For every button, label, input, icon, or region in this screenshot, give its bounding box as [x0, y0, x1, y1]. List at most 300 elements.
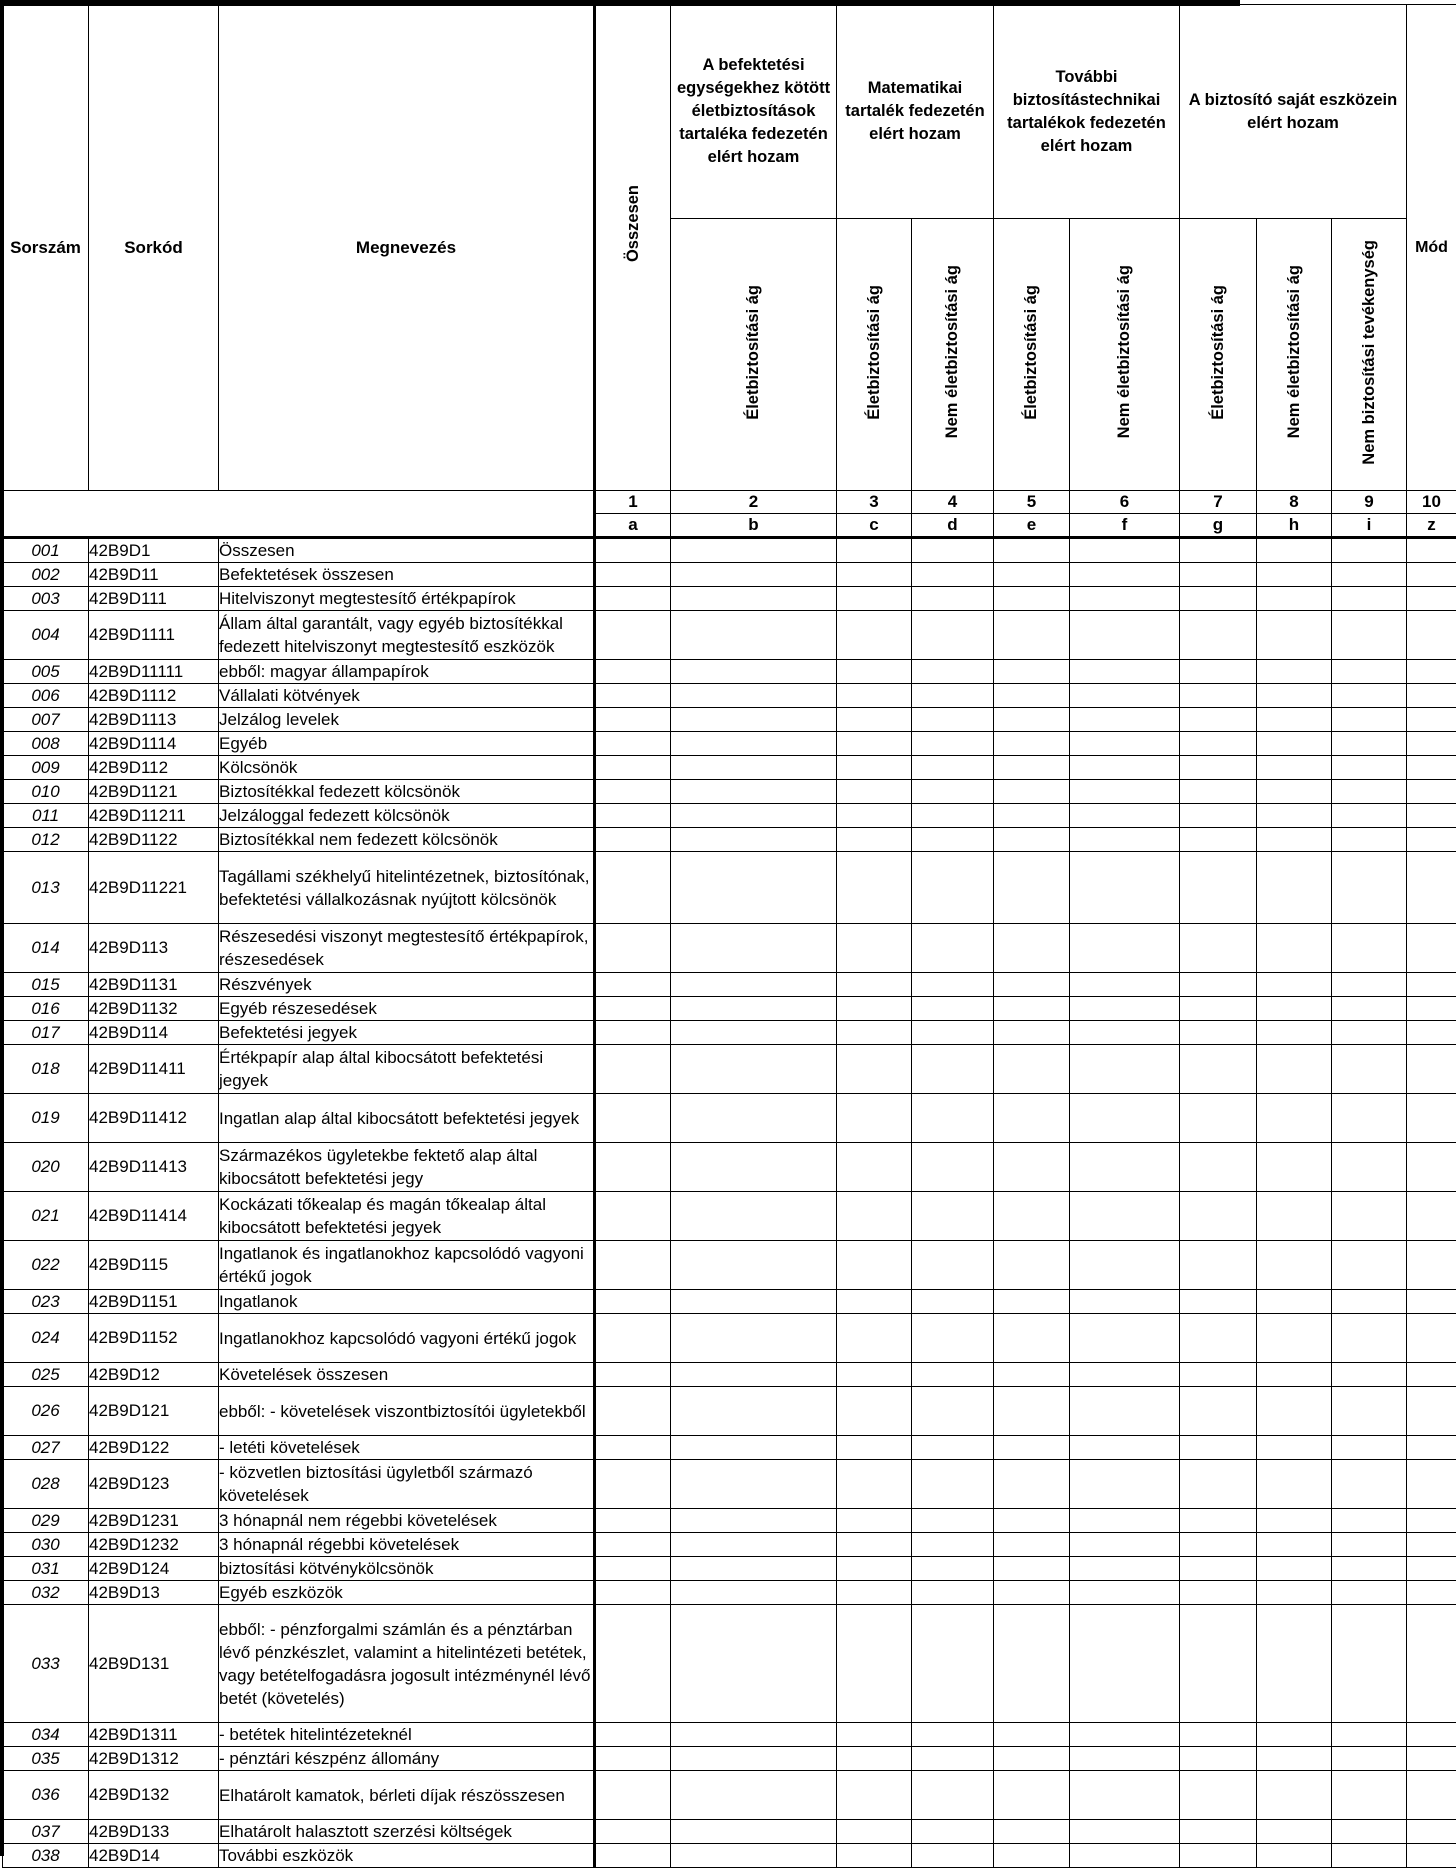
value-cell[interactable] [1180, 1723, 1257, 1747]
value-cell[interactable] [1257, 587, 1332, 611]
value-cell[interactable] [595, 756, 671, 780]
value-cell[interactable] [1407, 1045, 1456, 1094]
value-cell[interactable] [837, 1771, 912, 1820]
value-cell[interactable] [912, 756, 994, 780]
value-cell[interactable] [671, 708, 837, 732]
value-cell[interactable] [1070, 587, 1180, 611]
value-cell[interactable] [837, 973, 912, 997]
value-cell[interactable] [1070, 1820, 1180, 1844]
value-cell[interactable] [1070, 1290, 1180, 1314]
value-cell[interactable] [912, 1533, 994, 1557]
value-cell[interactable] [1180, 660, 1257, 684]
value-cell[interactable] [1070, 1094, 1180, 1143]
value-cell[interactable] [1180, 1747, 1257, 1771]
value-cell[interactable] [1332, 1363, 1407, 1387]
value-cell[interactable] [671, 1605, 837, 1723]
value-cell[interactable] [671, 997, 837, 1021]
value-cell[interactable] [671, 1509, 837, 1533]
value-cell[interactable] [1180, 587, 1257, 611]
value-cell[interactable] [912, 1094, 994, 1143]
value-cell[interactable] [912, 611, 994, 660]
value-cell[interactable] [595, 1581, 671, 1605]
value-cell[interactable] [1407, 611, 1456, 660]
value-cell[interactable] [1407, 924, 1456, 973]
value-cell[interactable] [994, 804, 1070, 828]
value-cell[interactable] [912, 1723, 994, 1747]
value-cell[interactable] [1070, 611, 1180, 660]
value-cell[interactable] [1407, 1533, 1456, 1557]
value-cell[interactable] [837, 756, 912, 780]
value-cell[interactable] [1332, 1820, 1407, 1844]
value-cell[interactable] [1332, 660, 1407, 684]
value-cell[interactable] [1332, 1241, 1407, 1290]
value-cell[interactable] [1257, 1387, 1332, 1436]
value-cell[interactable] [595, 1460, 671, 1509]
value-cell[interactable] [1407, 1509, 1456, 1533]
value-cell[interactable] [671, 1363, 837, 1387]
value-cell[interactable] [912, 1045, 994, 1094]
value-cell[interactable] [1257, 924, 1332, 973]
value-cell[interactable] [1070, 1460, 1180, 1509]
value-cell[interactable] [1407, 1021, 1456, 1045]
value-cell[interactable] [1070, 997, 1180, 1021]
value-cell[interactable] [671, 973, 837, 997]
value-cell[interactable] [1257, 1771, 1332, 1820]
value-cell[interactable] [1070, 1143, 1180, 1192]
value-cell[interactable] [1257, 708, 1332, 732]
value-cell[interactable] [1180, 756, 1257, 780]
value-cell[interactable] [1180, 1557, 1257, 1581]
value-cell[interactable] [595, 1314, 671, 1363]
value-cell[interactable] [994, 828, 1070, 852]
value-cell[interactable] [1257, 997, 1332, 1021]
value-cell[interactable] [1070, 1045, 1180, 1094]
value-cell[interactable] [1257, 852, 1332, 924]
value-cell[interactable] [1332, 997, 1407, 1021]
value-cell[interactable] [595, 611, 671, 660]
value-cell[interactable] [994, 660, 1070, 684]
value-cell[interactable] [1332, 852, 1407, 924]
value-cell[interactable] [595, 1557, 671, 1581]
value-cell[interactable] [1180, 684, 1257, 708]
value-cell[interactable] [837, 732, 912, 756]
value-cell[interactable] [994, 780, 1070, 804]
value-cell[interactable] [671, 660, 837, 684]
value-cell[interactable] [837, 1021, 912, 1045]
value-cell[interactable] [1180, 611, 1257, 660]
value-cell[interactable] [1257, 1363, 1332, 1387]
value-cell[interactable] [837, 611, 912, 660]
value-cell[interactable] [994, 997, 1070, 1021]
value-cell[interactable] [912, 732, 994, 756]
value-cell[interactable] [595, 1747, 671, 1771]
value-cell[interactable] [1180, 1581, 1257, 1605]
value-cell[interactable] [671, 732, 837, 756]
value-cell[interactable] [671, 924, 837, 973]
value-cell[interactable] [1257, 1581, 1332, 1605]
value-cell[interactable] [595, 973, 671, 997]
value-cell[interactable] [912, 1460, 994, 1509]
value-cell[interactable] [1332, 1533, 1407, 1557]
value-cell[interactable] [595, 1771, 671, 1820]
value-cell[interactable] [994, 1747, 1070, 1771]
value-cell[interactable] [837, 1533, 912, 1557]
value-cell[interactable] [1070, 828, 1180, 852]
value-cell[interactable] [912, 1314, 994, 1363]
value-cell[interactable] [1070, 780, 1180, 804]
value-cell[interactable] [1257, 1460, 1332, 1509]
value-cell[interactable] [1070, 1771, 1180, 1820]
value-cell[interactable] [595, 804, 671, 828]
value-cell[interactable] [1332, 1290, 1407, 1314]
value-cell[interactable] [671, 1533, 837, 1557]
value-cell[interactable] [1407, 1314, 1456, 1363]
value-cell[interactable] [1407, 1723, 1456, 1747]
value-cell[interactable] [1180, 828, 1257, 852]
value-cell[interactable] [1257, 1143, 1332, 1192]
value-cell[interactable] [912, 973, 994, 997]
value-cell[interactable] [1070, 1363, 1180, 1387]
value-cell[interactable] [1407, 1094, 1456, 1143]
value-cell[interactable] [1257, 973, 1332, 997]
value-cell[interactable] [1407, 756, 1456, 780]
value-cell[interactable] [837, 1094, 912, 1143]
value-cell[interactable] [994, 538, 1070, 563]
value-cell[interactable] [1332, 1723, 1407, 1747]
value-cell[interactable] [994, 563, 1070, 587]
value-cell[interactable] [671, 1192, 837, 1241]
value-cell[interactable] [1407, 1605, 1456, 1723]
value-cell[interactable] [1332, 1143, 1407, 1192]
value-cell[interactable] [671, 1581, 837, 1605]
value-cell[interactable] [1070, 1241, 1180, 1290]
value-cell[interactable] [1407, 1747, 1456, 1771]
value-cell[interactable] [1070, 1314, 1180, 1363]
value-cell[interactable] [837, 538, 912, 563]
value-cell[interactable] [671, 780, 837, 804]
value-cell[interactable] [912, 997, 994, 1021]
value-cell[interactable] [1407, 1290, 1456, 1314]
value-cell[interactable] [837, 684, 912, 708]
value-cell[interactable] [912, 804, 994, 828]
value-cell[interactable] [994, 924, 1070, 973]
value-cell[interactable] [1180, 1436, 1257, 1460]
value-cell[interactable] [1332, 1509, 1407, 1533]
value-cell[interactable] [1257, 563, 1332, 587]
value-cell[interactable] [912, 1557, 994, 1581]
value-cell[interactable] [671, 611, 837, 660]
value-cell[interactable] [912, 587, 994, 611]
value-cell[interactable] [1407, 1363, 1456, 1387]
value-cell[interactable] [595, 1436, 671, 1460]
value-cell[interactable] [994, 732, 1070, 756]
value-cell[interactable] [994, 1723, 1070, 1747]
value-cell[interactable] [1257, 1290, 1332, 1314]
value-cell[interactable] [1407, 780, 1456, 804]
value-cell[interactable] [1332, 684, 1407, 708]
value-cell[interactable] [837, 1363, 912, 1387]
value-cell[interactable] [1407, 587, 1456, 611]
value-cell[interactable] [671, 587, 837, 611]
value-cell[interactable] [1407, 1143, 1456, 1192]
value-cell[interactable] [912, 1771, 994, 1820]
value-cell[interactable] [595, 997, 671, 1021]
value-cell[interactable] [1180, 1533, 1257, 1557]
value-cell[interactable] [595, 563, 671, 587]
value-cell[interactable] [994, 1021, 1070, 1045]
value-cell[interactable] [1070, 1557, 1180, 1581]
value-cell[interactable] [1332, 1387, 1407, 1436]
value-cell[interactable] [595, 1820, 671, 1844]
value-cell[interactable] [837, 828, 912, 852]
value-cell[interactable] [671, 1460, 837, 1509]
value-cell[interactable] [1070, 684, 1180, 708]
value-cell[interactable] [1070, 756, 1180, 780]
value-cell[interactable] [1332, 924, 1407, 973]
value-cell[interactable] [1257, 1021, 1332, 1045]
value-cell[interactable] [837, 1509, 912, 1533]
value-cell[interactable] [1070, 563, 1180, 587]
value-cell[interactable] [1407, 1581, 1456, 1605]
value-cell[interactable] [912, 1363, 994, 1387]
value-cell[interactable] [1180, 1094, 1257, 1143]
value-cell[interactable] [994, 684, 1070, 708]
value-cell[interactable] [994, 756, 1070, 780]
value-cell[interactable] [912, 684, 994, 708]
value-cell[interactable] [837, 1557, 912, 1581]
value-cell[interactable] [1407, 1460, 1456, 1509]
value-cell[interactable] [837, 997, 912, 1021]
value-cell[interactable] [912, 1820, 994, 1844]
value-cell[interactable] [1257, 1820, 1332, 1844]
value-cell[interactable] [912, 828, 994, 852]
value-cell[interactable] [671, 538, 837, 563]
value-cell[interactable] [837, 1045, 912, 1094]
value-cell[interactable] [1070, 708, 1180, 732]
value-cell[interactable] [994, 1290, 1070, 1314]
value-cell[interactable] [912, 563, 994, 587]
value-cell[interactable] [1070, 732, 1180, 756]
value-cell[interactable] [837, 1747, 912, 1771]
value-cell[interactable] [1332, 780, 1407, 804]
value-cell[interactable] [837, 1723, 912, 1747]
value-cell[interactable] [1070, 1533, 1180, 1557]
value-cell[interactable] [595, 587, 671, 611]
value-cell[interactable] [671, 1820, 837, 1844]
value-cell[interactable] [1407, 1387, 1456, 1436]
value-cell[interactable] [1332, 611, 1407, 660]
value-cell[interactable] [671, 852, 837, 924]
value-cell[interactable] [1180, 924, 1257, 973]
value-cell[interactable] [912, 1241, 994, 1290]
value-cell[interactable] [994, 1460, 1070, 1509]
value-cell[interactable] [1332, 1314, 1407, 1363]
value-cell[interactable] [1332, 587, 1407, 611]
value-cell[interactable] [671, 1387, 837, 1436]
value-cell[interactable] [595, 1021, 671, 1045]
value-cell[interactable] [1180, 852, 1257, 924]
value-cell[interactable] [994, 973, 1070, 997]
value-cell[interactable] [595, 924, 671, 973]
value-cell[interactable] [994, 1605, 1070, 1723]
value-cell[interactable] [1180, 1509, 1257, 1533]
value-cell[interactable] [1070, 1509, 1180, 1533]
value-cell[interactable] [837, 1192, 912, 1241]
value-cell[interactable] [1257, 780, 1332, 804]
value-cell[interactable] [595, 1241, 671, 1290]
value-cell[interactable] [837, 1241, 912, 1290]
value-cell[interactable] [595, 828, 671, 852]
value-cell[interactable] [837, 804, 912, 828]
value-cell[interactable] [912, 1747, 994, 1771]
value-cell[interactable] [1257, 1533, 1332, 1557]
value-cell[interactable] [1332, 1581, 1407, 1605]
value-cell[interactable] [1180, 1387, 1257, 1436]
value-cell[interactable] [595, 1509, 671, 1533]
value-cell[interactable] [994, 1771, 1070, 1820]
value-cell[interactable] [671, 1290, 837, 1314]
value-cell[interactable] [912, 1143, 994, 1192]
value-cell[interactable] [671, 1021, 837, 1045]
value-cell[interactable] [912, 708, 994, 732]
value-cell[interactable] [595, 732, 671, 756]
value-cell[interactable] [994, 1557, 1070, 1581]
value-cell[interactable] [1257, 1509, 1332, 1533]
value-cell[interactable] [837, 780, 912, 804]
value-cell[interactable] [1257, 1557, 1332, 1581]
value-cell[interactable] [1257, 1723, 1332, 1747]
value-cell[interactable] [595, 1094, 671, 1143]
value-cell[interactable] [1407, 1557, 1456, 1581]
value-cell[interactable] [671, 756, 837, 780]
value-cell[interactable] [1257, 1192, 1332, 1241]
value-cell[interactable] [912, 1509, 994, 1533]
value-cell[interactable] [671, 1436, 837, 1460]
value-cell[interactable] [837, 852, 912, 924]
value-cell[interactable] [1332, 1557, 1407, 1581]
value-cell[interactable] [595, 852, 671, 924]
value-cell[interactable] [994, 611, 1070, 660]
value-cell[interactable] [1332, 804, 1407, 828]
value-cell[interactable] [1257, 660, 1332, 684]
value-cell[interactable] [671, 1314, 837, 1363]
value-cell[interactable] [1407, 804, 1456, 828]
value-cell[interactable] [1332, 1436, 1407, 1460]
value-cell[interactable] [1332, 1605, 1407, 1723]
value-cell[interactable] [1180, 1045, 1257, 1094]
value-cell[interactable] [595, 1143, 671, 1192]
value-cell[interactable] [1257, 804, 1332, 828]
value-cell[interactable] [1180, 1363, 1257, 1387]
value-cell[interactable] [1180, 1820, 1257, 1844]
value-cell[interactable] [1257, 611, 1332, 660]
value-cell[interactable] [1070, 660, 1180, 684]
value-cell[interactable] [1180, 1605, 1257, 1723]
value-cell[interactable] [595, 660, 671, 684]
value-cell[interactable] [1332, 1747, 1407, 1771]
value-cell[interactable] [595, 1533, 671, 1557]
value-cell[interactable] [912, 1605, 994, 1723]
value-cell[interactable] [1180, 1314, 1257, 1363]
value-cell[interactable] [837, 1460, 912, 1509]
value-cell[interactable] [1180, 1192, 1257, 1241]
value-cell[interactable] [671, 1771, 837, 1820]
value-cell[interactable] [994, 1241, 1070, 1290]
value-cell[interactable] [994, 1094, 1070, 1143]
value-cell[interactable] [1070, 1192, 1180, 1241]
value-cell[interactable] [837, 587, 912, 611]
value-cell[interactable] [994, 1045, 1070, 1094]
value-cell[interactable] [912, 1290, 994, 1314]
value-cell[interactable] [1070, 924, 1180, 973]
value-cell[interactable] [671, 1747, 837, 1771]
value-cell[interactable] [595, 1192, 671, 1241]
value-cell[interactable] [1070, 1723, 1180, 1747]
value-cell[interactable] [595, 1045, 671, 1094]
value-cell[interactable] [1257, 1314, 1332, 1363]
value-cell[interactable] [1407, 708, 1456, 732]
value-cell[interactable] [671, 1094, 837, 1143]
value-cell[interactable] [1257, 1094, 1332, 1143]
value-cell[interactable] [1180, 1021, 1257, 1045]
value-cell[interactable] [837, 1436, 912, 1460]
value-cell[interactable] [1070, 1021, 1180, 1045]
value-cell[interactable] [1257, 732, 1332, 756]
value-cell[interactable] [1407, 828, 1456, 852]
value-cell[interactable] [1332, 973, 1407, 997]
value-cell[interactable] [1070, 538, 1180, 563]
value-cell[interactable] [1407, 1192, 1456, 1241]
value-cell[interactable] [1180, 1143, 1257, 1192]
value-cell[interactable] [837, 1314, 912, 1363]
value-cell[interactable] [1407, 660, 1456, 684]
value-cell[interactable] [1070, 1747, 1180, 1771]
value-cell[interactable] [1257, 828, 1332, 852]
value-cell[interactable] [1180, 538, 1257, 563]
value-cell[interactable] [1180, 1241, 1257, 1290]
value-cell[interactable] [1070, 1436, 1180, 1460]
value-cell[interactable] [1180, 804, 1257, 828]
value-cell[interactable] [1257, 538, 1332, 563]
value-cell[interactable] [1070, 1605, 1180, 1723]
value-cell[interactable] [595, 1723, 671, 1747]
value-cell[interactable] [1332, 538, 1407, 563]
value-cell[interactable] [595, 780, 671, 804]
value-cell[interactable] [1332, 1771, 1407, 1820]
value-cell[interactable] [1332, 708, 1407, 732]
value-cell[interactable] [1332, 1094, 1407, 1143]
value-cell[interactable] [1332, 1460, 1407, 1509]
value-cell[interactable] [912, 924, 994, 973]
value-cell[interactable] [1180, 973, 1257, 997]
value-cell[interactable] [1180, 997, 1257, 1021]
value-cell[interactable] [1332, 756, 1407, 780]
value-cell[interactable] [1407, 684, 1456, 708]
value-cell[interactable] [1407, 538, 1456, 563]
value-cell[interactable] [837, 1581, 912, 1605]
value-cell[interactable] [671, 804, 837, 828]
value-cell[interactable] [1257, 1605, 1332, 1723]
value-cell[interactable] [912, 1436, 994, 1460]
value-cell[interactable] [912, 1387, 994, 1436]
value-cell[interactable] [1407, 563, 1456, 587]
value-cell[interactable] [1407, 1241, 1456, 1290]
value-cell[interactable] [1257, 1436, 1332, 1460]
value-cell[interactable] [837, 1820, 912, 1844]
value-cell[interactable] [837, 1143, 912, 1192]
value-cell[interactable] [837, 708, 912, 732]
value-cell[interactable] [837, 563, 912, 587]
